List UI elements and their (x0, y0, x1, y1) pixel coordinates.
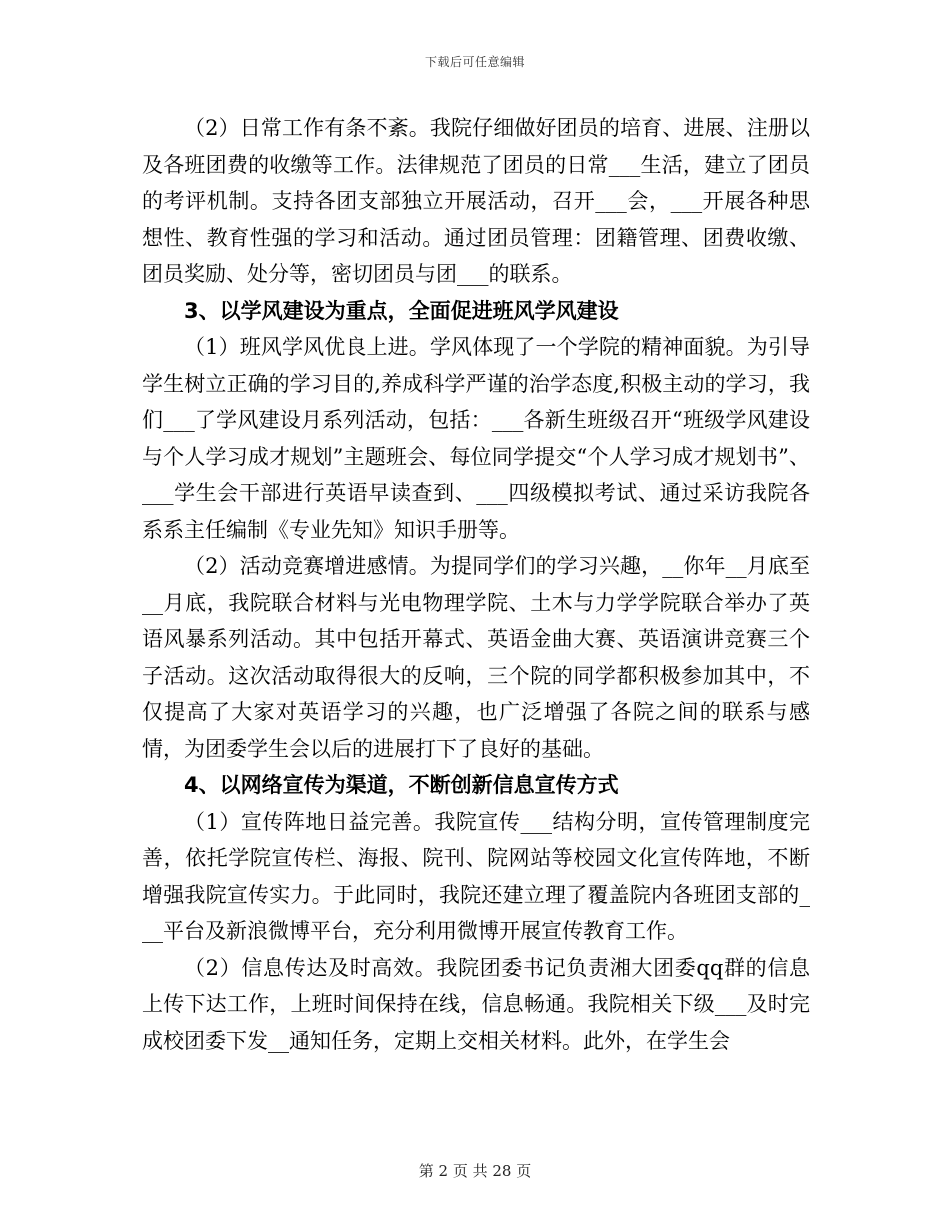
paragraph-competitions: （2）活动竞赛增进感情。为提同学们的学习兴趣，__你年__月底至__月底，我院联合材料与光电物理学院、土木与力学学院联合举办了英语风暴系列活动。其中包括开幕式、英语金曲大赛、英语演讲竞赛三个子活动。这次活动取得很大的反响，三个院的同学都积极参加其中，不仅提高了大家对英语学习的兴趣，也广泛增强了各院之间的联系与感情，为团委学生会以后的进展打下了良好的基础。 (142, 554, 810, 761)
document-body (142, 110, 810, 1059)
paragraph-daily-work: （2）日常工作有条不紊。我院仔细做好团员的培育、进展、注册以及各班团费的收缴等工作。法律规范了团员的日常___生活，建立了团员的考评机制。支持各团支部独立开展活动，召开___会，___开展各种思想性、教育性强的学习和活动。通过团员管理：团籍管理、团费收缴、团员奖励、处分等，密切团员与团___的联系。 (142, 116, 810, 286)
paragraph-information-delivery: （2）信息传达及时高效。我院团委书记负责湘大团委qq群的信息上传下达工作，上班时间保持在线，信息畅通。我院相关下级___及时完成校团委下发__通知任务，定期上交相关材料。此外，在学生会 (142, 955, 810, 1053)
section-heading-4: 4、以网络宣传为渠道，不断创新信息宣传方式 (184, 773, 619, 797)
paragraph-study-style: （1）班风学风优良上进。学风体现了一个学院的精神面貌。为引导学生树立正确的学习目的,养成科学严谨的治学态度,积极主动的学习，我们___了学风建设月系列活动，包括：___各新生班级召开“班级学风建设与个人学习成才规划”主题班会、每位同学提交“个人学习成才规划书”、___学生会干部进行英语早读查到、___四级模拟考试、通过采访我院各系系主任编制《专业先知》知识手册等。 (142, 335, 810, 542)
page-header-note: 下载后可任意编辑 (424, 55, 525, 69)
page-number: 第 2 页 共 28 页 (418, 1162, 532, 1180)
section-heading-3: 3、以学风建设为重点，全面促进班风学风建设 (184, 298, 619, 323)
paragraph-publicity-base: （1）宣传阵地日益完善。我院宣传___结构分明，宣传管理制度完善，依托学院宣传栏、海报、院刊、院网站等校园文化宣传阵地，不断增强我院宣传实力。于此同时，我院还建立理了覆盖院内各班团支部的___平台及新浪微博平台，充分利用微博开展宣传教育工作。 (142, 809, 810, 943)
